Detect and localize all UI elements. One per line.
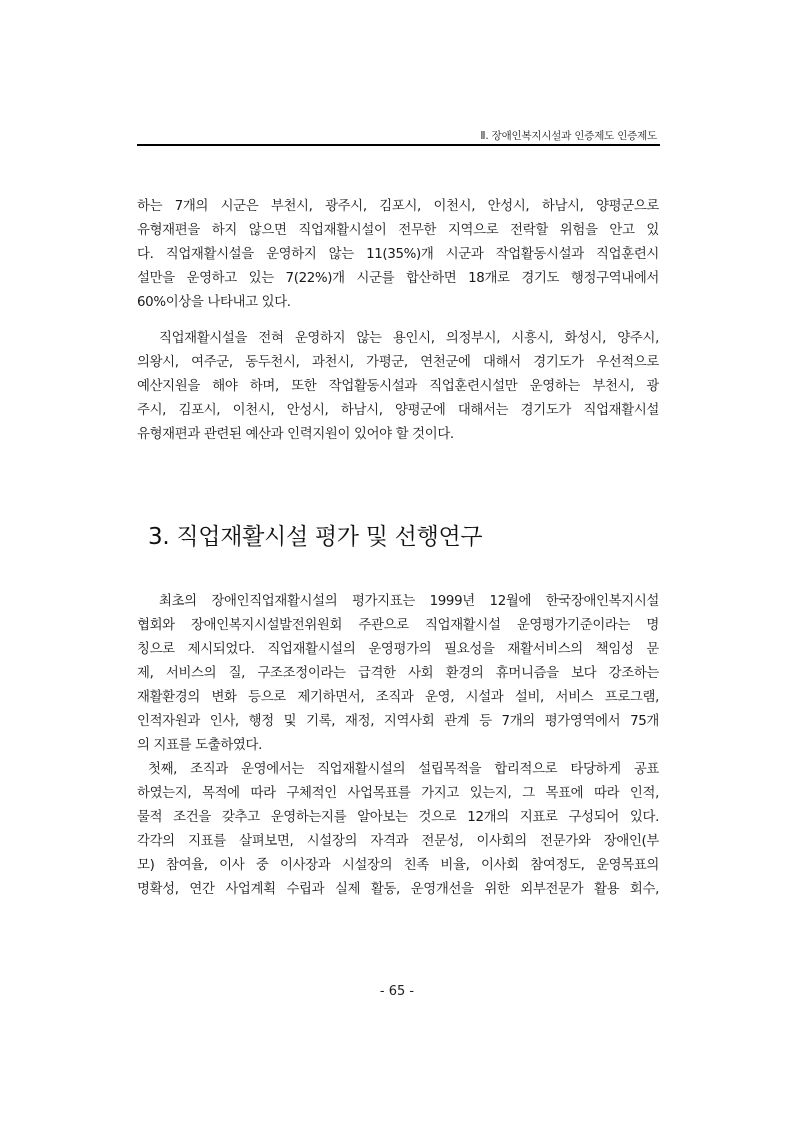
paragraph-line: 첫째, 조직과 운영에서는 직업재활시설의 설립목적을 합리적으로 타당하게 공표: [148, 762, 659, 777]
running-header: Ⅱ. 장애인복지시설과 인증제도 인증제도: [480, 130, 657, 142]
paragraph-4: [137, 758, 659, 902]
paragraph-line: 제, 서비스의 질, 구조조정이라는 급격한 사회 환경의 휴머니즘을 보다 강조하는: [137, 666, 659, 681]
paragraph-line: 최초의 장애인직업재활시설의 평가지표는 1999년 12월에 한국장애인복지시설: [159, 594, 659, 609]
paragraph-line: 명확성, 연간 사업계획 수립과 실제 활동, 운영개선을 위한 외부전문가 활용 회수,: [137, 882, 659, 897]
paragraph-line: 모) 참여율, 이사 중 이사장과 시설장의 친족 비율, 이사회 참여정도, 운영목표의: [137, 858, 659, 873]
header-divider: [137, 144, 660, 146]
paragraph-line: 협회와 장애인복지시설발전위원회 주관으로 직업재활시설 운영평가기준이라는 명: [137, 618, 659, 633]
paragraph-line: 유형재편과 관련된 예산과 인력지원이 있어야 할 것이다.: [137, 427, 454, 442]
page-number: - 65 -: [379, 984, 415, 999]
paragraph-line: 60%이상을 나타내고 있다.: [137, 295, 291, 310]
paragraph-line: 칭으로 제시되었다. 직업재활시설의 운영평가의 필요성을 재활서비스의 책임성 문: [137, 642, 659, 657]
paragraph-1: [137, 195, 659, 315]
paragraph-2: [137, 327, 659, 447]
paragraph-line: 각각의 지표를 살펴보면, 시설장의 자격과 전문성, 이사회의 전문가와 장애인(부: [137, 834, 659, 849]
paragraph-line: 인적자원과 인사, 행정 및 기록, 재정, 지역사회 관계 등 7개의 평가영역에서 75개: [137, 714, 659, 729]
paragraph-line: 물적 조건을 갖추고 운영하는지를 알아보는 것으로 12개의 지표로 구성되어 있다.: [137, 810, 659, 825]
section-heading: 3. 직업재활시설 평가 및 선행연구: [148, 524, 483, 550]
paragraph-line: 설만을 운영하고 있는 7(22%)개 시군를 합산하면 18개로 경기도 행정구역내에서: [137, 271, 659, 286]
paragraph-line: 재활환경의 변화 등으로 제기하면서, 조직과 운영, 시설과 설비, 서비스 프로그램,: [137, 690, 659, 705]
paragraph-line: 다. 직업재활시설을 운영하지 않는 11(35%)개 시군과 작업활동시설과 직업훈련시: [137, 247, 659, 262]
paragraph-line: 하는 7개의 시군은 부천시, 광주시, 김포시, 이천시, 안성시, 하남시, 양평군으로: [137, 199, 659, 214]
paragraph-line: 하였는지, 목적에 따라 구체적인 사업목표를 가지고 있는지, 그 목표에 따라 인적,: [137, 786, 659, 801]
paragraph-3: [137, 590, 659, 758]
paragraph-line: 유형재편을 하지 않으면 직업재활시설이 전무한 지역으로 전락할 위험을 안고 있: [137, 223, 659, 238]
paragraph-line: 예산지원을 해야 하며, 또한 작업활동시설과 직업훈련시설만 운영하는 부천시, 광: [137, 379, 659, 394]
paragraph-line: 의 지표를 도출하였다.: [137, 738, 262, 753]
paragraph-line: 직업재활시설을 전혀 운영하지 않는 용인시, 의정부시, 시흥시, 화성시, 양주시,: [159, 331, 659, 346]
paragraph-line: 의왕시, 여주군, 동두천시, 과천시, 가평군, 연천군에 대해서 경기도가 우선적으로: [137, 355, 659, 370]
paragraph-line: 주시, 김포시, 이천시, 안성시, 하남시, 양평군에 대해서는 경기도가 직업재활시설: [137, 403, 659, 418]
